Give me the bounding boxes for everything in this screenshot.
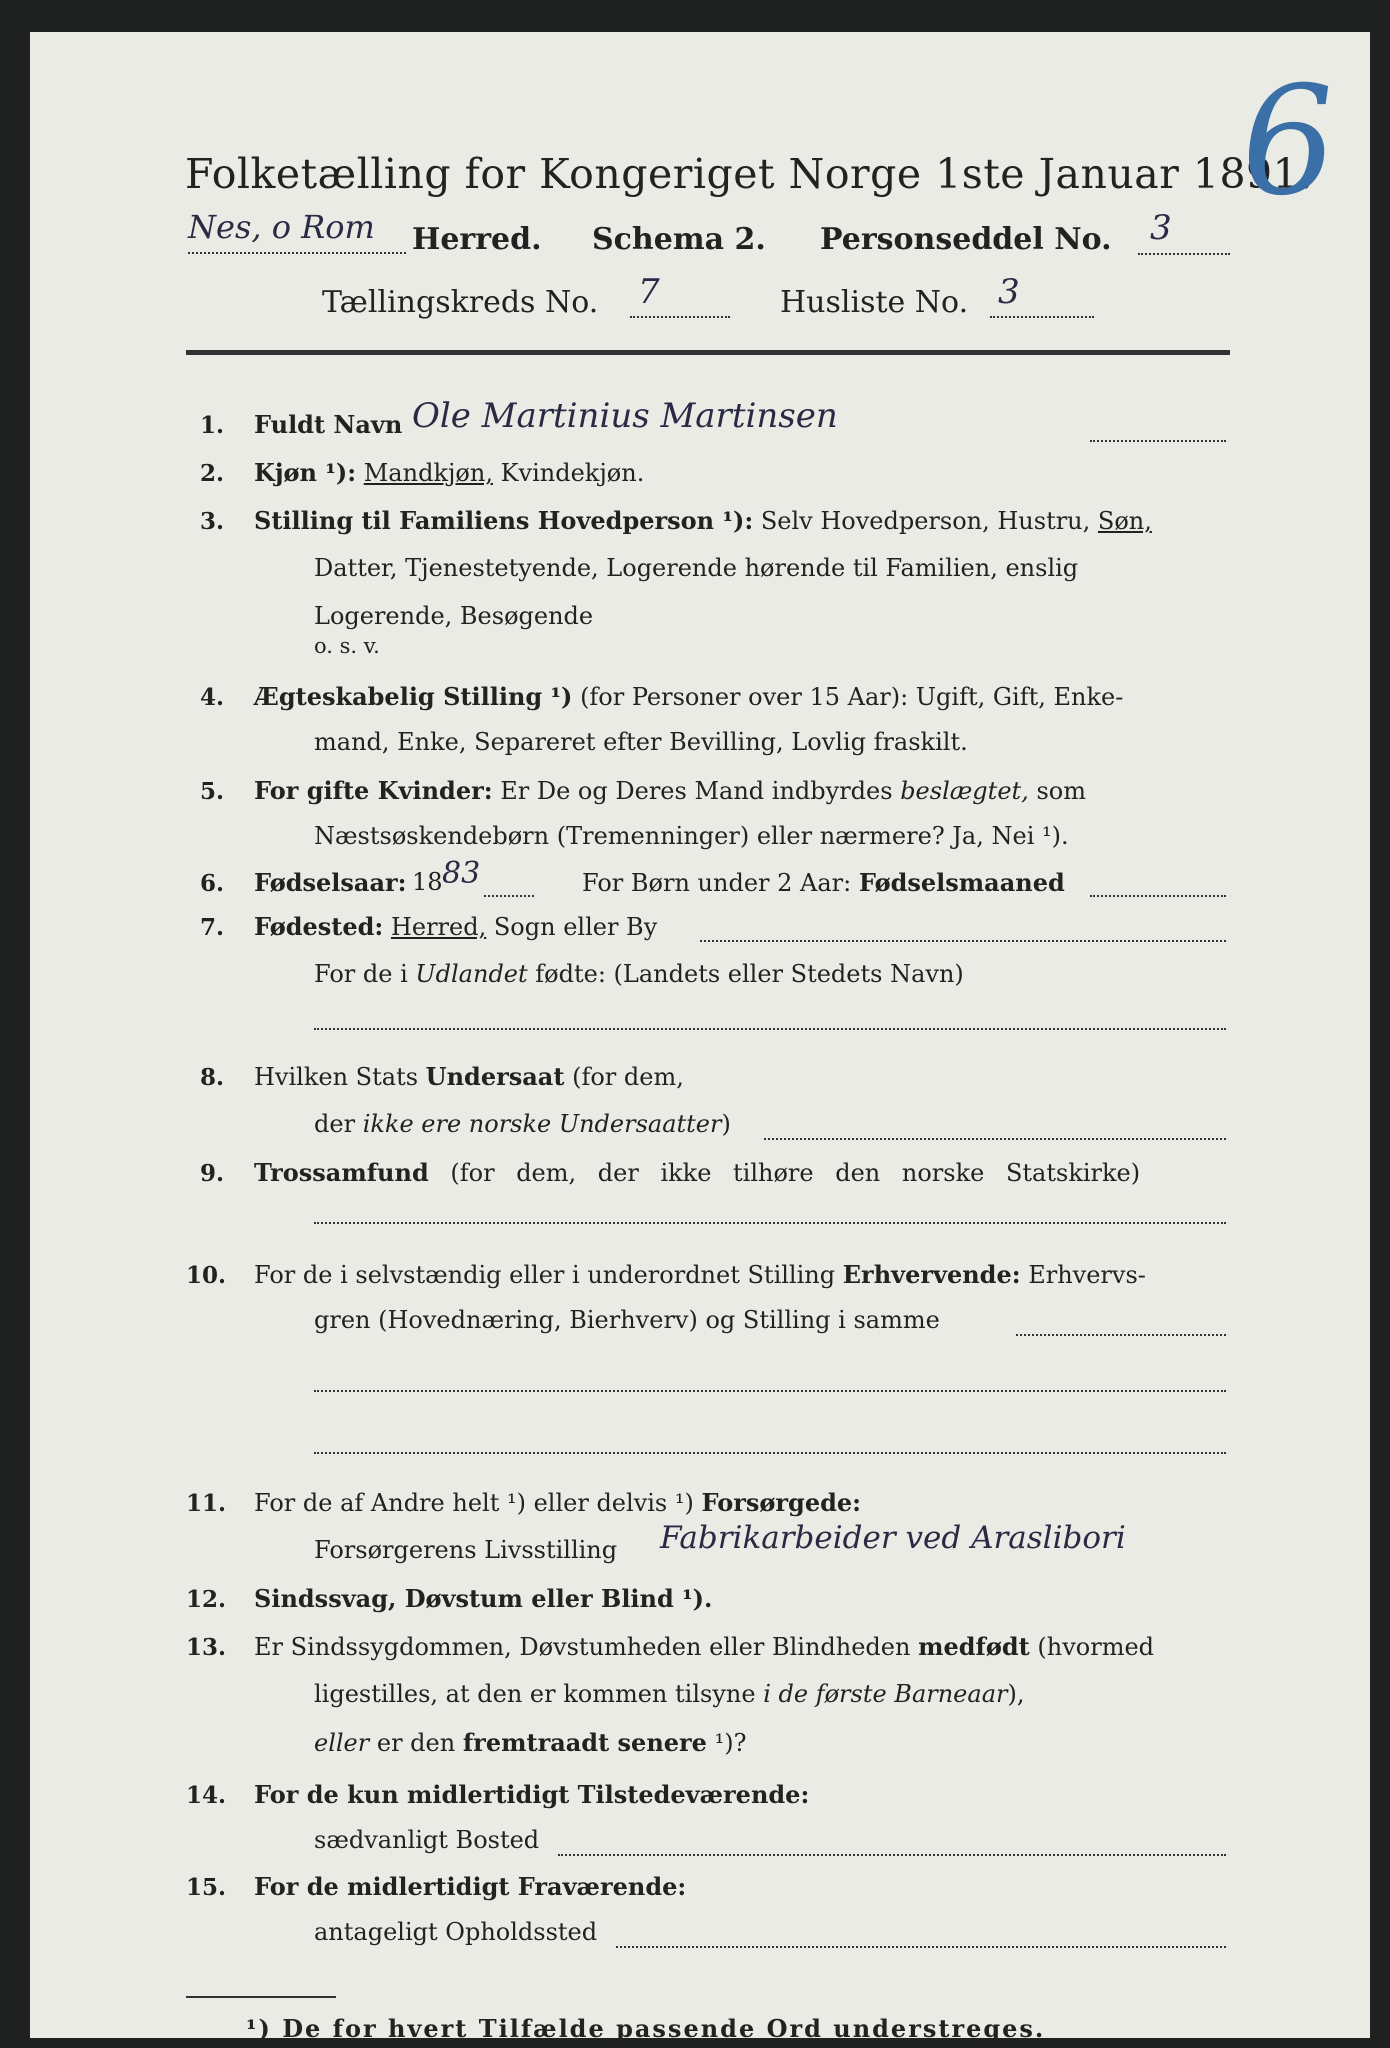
item-3-line-4: o. s. v. <box>314 634 380 658</box>
item-4-label: Ægteskabelig Stilling ¹) <box>254 682 573 711</box>
item-1-number: 1. <box>200 412 225 439</box>
item-13-medfodt: medfødt <box>918 1632 1030 1661</box>
taellingskreds-label: Tællingskreds No. <box>322 285 599 320</box>
item-14-number: 14. <box>186 1782 227 1809</box>
item-9-rest: (for dem, der ikke tilhøre den norske Statskirke) <box>450 1159 1141 1187</box>
item-7-line-2-italic: Udlandet <box>415 960 528 988</box>
item-3-options: Selv Hovedperson, Hustru, <box>760 507 1091 535</box>
item-6-year-value: 83 <box>442 856 481 891</box>
taellingskreds-value: 7 <box>638 272 660 312</box>
item-10-erhvervende: Erhvervende: <box>842 1260 1021 1289</box>
item-2-option-mandkjon: Mandkjøn, <box>363 459 493 487</box>
item-3-line-1 <box>254 506 1152 535</box>
item-4-line-1 <box>254 682 1123 711</box>
item-13-fremtraadt-senere: fremtraadt senere <box>462 1728 707 1757</box>
item-13-line-1-a: Er Sindssygdommen, Døvstumheden eller Blindheden <box>254 1633 911 1661</box>
item-10-line-1-c: Erhvervs- <box>1028 1261 1146 1289</box>
personseddel-label: Personseddel No. <box>820 222 1112 257</box>
item-9-number: 9. <box>200 1160 225 1187</box>
item-15-number: 15. <box>186 1874 227 1901</box>
item-8-line-2 <box>314 1110 731 1138</box>
item-10-blank-line-1 <box>314 1390 1226 1392</box>
item-2-number: 2. <box>200 460 225 487</box>
item-5-label: For gifte Kvinder: <box>254 776 493 805</box>
item-2-option-kvindekjon: Kvindekjøn. <box>500 459 645 487</box>
item-13-number: 13. <box>186 1634 227 1661</box>
item-8-dots <box>764 1138 1226 1140</box>
item-7-number: 7. <box>200 914 225 941</box>
item-7-line-2-b: fødte: (Landets eller Stedets Navn) <box>535 960 964 988</box>
item-14-label: For de kun midlertidigt Tilstedeværende: <box>254 1780 810 1809</box>
item-7-line-1 <box>254 912 657 941</box>
item-8-number: 8. <box>200 1064 225 1091</box>
item-7-rest: Sogn eller By <box>493 913 658 941</box>
item-13-line-3 <box>314 1728 746 1757</box>
item-8-line-1-a: Hvilken Stats <box>254 1063 419 1091</box>
form-title: Folketælling for Kongeriget Norge 1ste Januar 1891. <box>185 150 1313 198</box>
item-8-undersaat: Undersaat <box>425 1062 565 1091</box>
item-10-line-1 <box>254 1260 1146 1289</box>
item-6-label: Fødselsaar: <box>254 868 407 897</box>
item-7-line-2-a: For de i <box>314 960 408 988</box>
item-5-text-end: som <box>1036 777 1086 805</box>
item-5-number: 5. <box>200 778 225 805</box>
item-6-number: 6. <box>200 870 225 897</box>
item-1-name-value: Ole Martinius Martinsen <box>412 396 838 436</box>
item-7-line-2 <box>314 960 964 988</box>
item-10-line-2: gren (Hovednæring, Bierhverv) og Stilling i samme <box>314 1306 940 1334</box>
item-4-options: (for Personer over 15 Aar): Ugift, Gift, Enke- <box>580 683 1124 711</box>
item-15-line-2: antageligt Opholdssted <box>314 1918 598 1946</box>
item-11-line-2: Forsørgerens Livsstilling <box>314 1536 618 1564</box>
item-4-line-2: mand, Enke, Separeret efter Bevilling, Lovlig fraskilt. <box>314 728 968 756</box>
item-11-forsorgede: Forsørgede: <box>701 1488 862 1517</box>
item-12-number: 12. <box>186 1586 227 1613</box>
item-4-number: 4. <box>200 684 225 711</box>
item-5-line-1 <box>254 776 1086 805</box>
item-5-line-2: Næstsøskendebørn (Tremenninger) eller nærmere? Ja, Nei ¹). <box>314 822 1069 850</box>
footnote-rule <box>186 1996 336 1998</box>
item-9-line-1 <box>254 1158 1140 1187</box>
item-6-dots <box>1090 895 1226 897</box>
item-10-dots <box>1016 1334 1226 1336</box>
item-13-line-3-a: er den <box>376 1729 456 1757</box>
item-10-line-1-a: For de i selvstændig eller i underordnet Stilling <box>254 1261 836 1289</box>
schema-label: Schema 2. <box>592 222 766 257</box>
item-8-line-2-b: ) <box>721 1110 731 1138</box>
item-2-label-text: Kjøn ¹): <box>254 458 357 487</box>
item-10-number: 10. <box>186 1262 227 1289</box>
item-8-line-2-italic: ikke ere norske Undersaatter <box>362 1110 722 1138</box>
item-6-born-under-2: For Børn under 2 Aar: <box>582 869 852 897</box>
item-15-dots <box>616 1946 1226 1948</box>
item-9-blank-line <box>314 1222 1226 1224</box>
item-3-line-3: Logerende, Besøgende <box>314 602 594 630</box>
item-7-blank-line <box>314 1028 1226 1030</box>
header-rule <box>186 350 1230 355</box>
personseddel-value: 3 <box>1150 208 1172 248</box>
item-8-line-1-c: (for dem, <box>572 1063 684 1091</box>
item-13-line-2-b: ), <box>1007 1680 1025 1708</box>
item-6-year-dots <box>484 895 534 897</box>
item-13-line-2-italic: i de første Barneaar <box>763 1680 1008 1708</box>
item-14-line-2: sædvanligt Bosted <box>314 1826 540 1854</box>
item-12-label: Sindssvag, Døvstum eller Blind ¹). <box>254 1584 713 1613</box>
item-1-dots <box>1090 440 1226 442</box>
item-3-number: 3. <box>200 508 225 535</box>
item-13-line-1 <box>254 1632 1154 1661</box>
item-6-rest <box>582 868 1065 897</box>
item-9-label: Trossamfund <box>254 1158 429 1187</box>
item-13-line-2-a: ligestilles, at den er kommen tilsyne <box>314 1680 756 1708</box>
herred-dots <box>188 252 406 254</box>
item-15-label: For de midlertidigt Fraværende: <box>254 1872 687 1901</box>
item-13-line-3-c: ¹)? <box>714 1729 747 1757</box>
item-7-dots <box>700 940 1226 942</box>
item-3-label: Stilling til Familiens Hovedperson ¹): <box>254 506 754 535</box>
husliste-label: Husliste No. <box>780 285 969 320</box>
item-2-label <box>254 458 644 487</box>
item-3-line-2: Datter, Tjenestetyende, Logerende hørende til Familien, enslig <box>314 554 1079 582</box>
footnote-text: ¹) De for hvert Tilfælde passende Ord understreges. <box>246 2014 1046 2043</box>
page-number-handwritten: 6 <box>1227 55 1348 229</box>
item-8-line-1 <box>254 1062 684 1091</box>
item-11-occupation-value: Fabrikarbeider ved Araslibori <box>660 1520 1126 1556</box>
item-8-line-2-a: der <box>314 1110 356 1138</box>
item-5-text-italic: beslægtet, <box>900 777 1029 805</box>
personseddel-dots <box>1138 253 1230 255</box>
item-3-option-son: Søn, <box>1097 507 1152 535</box>
taellingskreds-dots <box>630 316 730 318</box>
husliste-dots <box>990 316 1094 318</box>
husliste-value: 3 <box>998 272 1020 312</box>
item-11-line-1 <box>254 1488 861 1517</box>
item-1-label: Fuldt Navn <box>254 410 403 439</box>
item-7-label: Fødested: <box>254 912 384 941</box>
item-11-number: 11. <box>186 1490 227 1517</box>
herred-label: Herred. <box>412 222 542 257</box>
item-13-line-3-italic: eller <box>314 1729 370 1757</box>
item-11-line-1-a: For de af Andre helt ¹) eller delvis ¹) <box>254 1489 694 1517</box>
herred-value: Nes, o Rom <box>188 208 375 246</box>
item-6-foedselsmaaned: Fødselsmaaned <box>858 868 1065 897</box>
item-7-option-herred: Herred, <box>390 913 487 941</box>
item-10-blank-line-2 <box>314 1452 1226 1454</box>
item-5-text-a: Er De og Deres Mand indbyrdes <box>500 777 893 805</box>
item-13-line-1-c: (hvormed <box>1037 1633 1155 1661</box>
item-13-line-2 <box>314 1680 1024 1708</box>
item-14-dots <box>558 1854 1226 1856</box>
item-6-year-prefix: 18 <box>412 868 443 896</box>
